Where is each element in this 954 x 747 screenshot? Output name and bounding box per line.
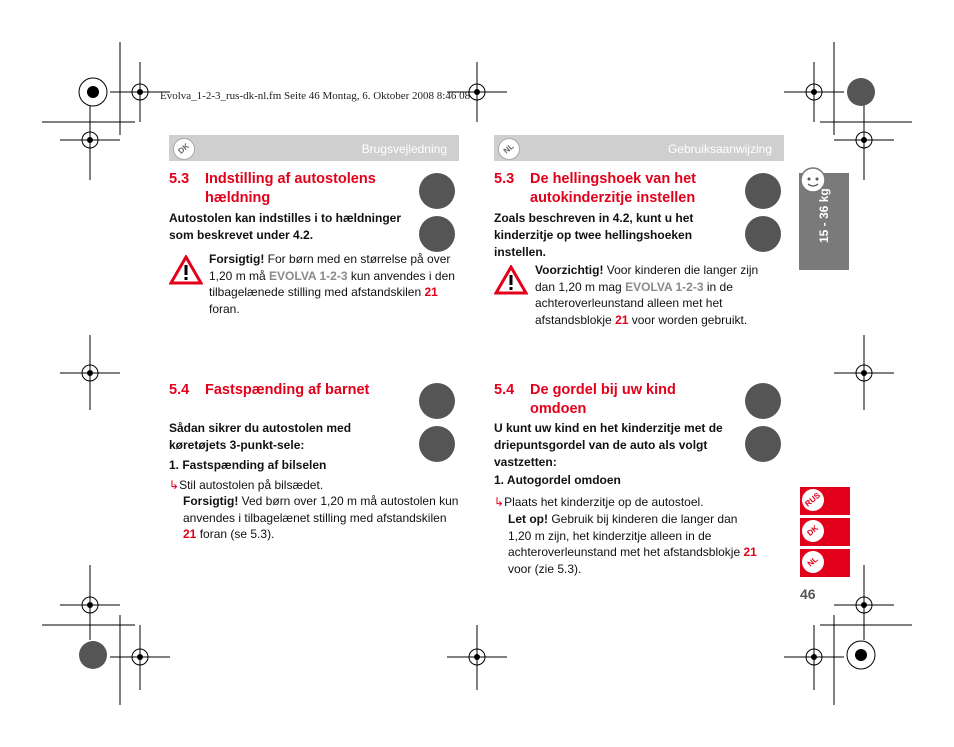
page-number: 46 (800, 586, 816, 602)
intro-left-5-4: Sådan sikrer du autostolen med køretøjets 3-punkt-sele: (169, 421, 352, 452)
heading-left-5-4: 5.4 Fastspænding af barnet (169, 382, 370, 398)
lang-tab-nl[interactable]: NL (800, 549, 850, 577)
warning-icon (169, 255, 203, 285)
car-icon (745, 216, 781, 252)
bar-label-left: Brugsvejledning (361, 142, 447, 156)
lang-tab-rus[interactable]: RUS (800, 487, 850, 515)
heading-right-5-4: 5.4 De gordel bij uw kind omdoen (494, 382, 676, 417)
bar-label-right: Gebruiksaanwijzing (667, 142, 772, 156)
seatbelt-icon (745, 383, 781, 419)
section-bar-right (494, 135, 784, 161)
file-header: Evolva_1-2-3_rus-dk-nl.fm Seite 46 Montag, 6. Oktober 2008 8:46 08 (160, 90, 471, 102)
car-icon (419, 216, 455, 252)
section-bar-left (169, 135, 459, 161)
heading-right-5-3: 5.3 De hellingshoek van het autokinderzitje instellen (494, 171, 696, 206)
step-right: 1. Autogordel omdoen (494, 473, 621, 487)
step-left: 1. Fastspænding af bilselen (169, 458, 327, 472)
intro-left-5-3: Autostolen kan indstilles i to hældninger som beskrevet under 4.2. (169, 211, 402, 242)
lang-badge-dk: DK (169, 134, 200, 165)
warning-text-left: Forsigtig! For børn med en størrelse på over 1,20 m må EVOLVA 1-2-3 kun anvendes i den tilbagelænede stilling med afstandskilen 21 foran. (209, 252, 455, 316)
intro-right-5-4: U kunt uw kind en het kinderzitje met de driepuntsgordel van de auto als volgt vastzetten: (494, 421, 723, 469)
warning-text-right: Voorzichtig! Voor kinderen die langer zijn dan 1,20 m mag EVOLVA 1-2-3 in de achteroverleunstand alleen met het afstandsblokje 21 voor worden gebruikt. (535, 263, 759, 327)
child-face-icon (798, 165, 828, 195)
weight-group-tab: 15 - 36 kg (799, 173, 849, 270)
seat-recline-icon (419, 173, 455, 209)
intro-right-5-3: Zoals beschreven in 4.2, kunt u het kinderzitje op twee hellingshoeken instellen. (494, 211, 694, 259)
lang-badge-nl: NL (494, 134, 525, 165)
bullet-right: ↳Plaats het kinderzitje op de autostoel. (494, 495, 704, 509)
arrow-icon: ↳ (169, 478, 180, 492)
note-left: Forsigtig! Ved børn over 1,20 m må autostolen kun anvendes i tilbagelænet stilling med afstandskilen 21 foran (se 5.3). (183, 494, 459, 541)
lang-tab-dk[interactable]: DK (800, 518, 850, 546)
warning-icon (494, 265, 528, 295)
car-icon (419, 426, 455, 462)
bullet-left: ↳Stil autostolen på bilsædet. (169, 478, 324, 492)
heading-left-5-3: 5.3 Indstilling af autostolens hældning (169, 171, 376, 206)
note-right: Let op! Gebruik bij kinderen die langer dan 1,20 m zijn, het kinderzitje alleen in de achteroverleunstand met het afstandsblokje 21 voor (zie 5.3). (508, 512, 757, 576)
car-icon (745, 426, 781, 462)
seat-recline-icon (745, 173, 781, 209)
seatbelt-icon (419, 383, 455, 419)
arrow-icon: ↳ (494, 495, 505, 509)
